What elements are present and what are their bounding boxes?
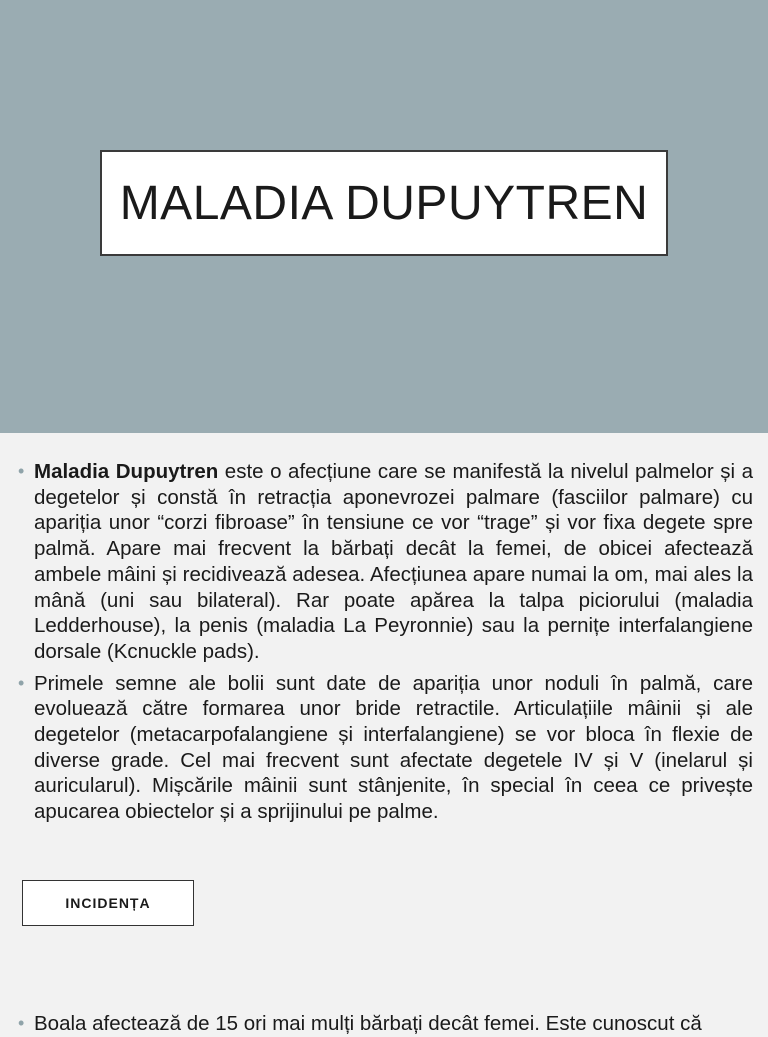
bullet-dot-icon: •: [18, 461, 25, 481]
bullet-dot-icon: •: [18, 672, 25, 693]
section-heading-incidenta: INCIDENȚA: [22, 880, 194, 926]
slide-content: [0, 433, 768, 1035]
slide-title: MALADIA DUPUYTREN: [119, 176, 649, 230]
bullet-item: [18, 459, 753, 665]
bullet-text: Primele semne ale bolii sunt date de apariția unor noduli în palmă, care evoluează către formarea unor bride retractile. Articulațiile mâinii și ale degetelor (metacarpofalangiene și interfalangiene) se vor bloca în flexie de diverse grade. Cel mai frecvent sunt afectate degetele IV și V (inelarul și auricularul). Mișcările mâinii sunt stânjenite, în special în ceea ce privește apucarea obiectelor și a sprijinului pe palme.: [34, 671, 753, 824]
bullet-bold-term: Maladia Dupuytren: [34, 460, 219, 483]
bullet-text: Boala afectează de 15 ori mai mulți bărbați decât femei. Este cunoscut că: [34, 1012, 702, 1035]
bullet-text: este o afecțiune care se manifestă la nivelul palmelor și a degetelor și constă în retracția aponevrozei palmare (fasciilor palmare) cu apariția unor “corzi fibroase” în tensiune ce vor “trage” și vor fixa degete spre palmă. Apare mai frecvent la bărbați decât la femei, de obicei afectează ambele mâini și recidivează adesea. Afecțiunea apare numai la om, mai ales la mână (uni sau bilateral). Rar poate apărea la talpa piciorului (maladia Ledderhouse), la penis (maladia La Peyronnie) sau la pernițe interfalangiene dorsale (Kcnuckle pads).: [34, 460, 753, 663]
title-banner: [0, 0, 768, 433]
bullet-dot-icon: •: [18, 1013, 25, 1033]
bullet-list: [18, 459, 753, 831]
title-box: [100, 150, 668, 256]
bullet-item: [18, 671, 753, 825]
